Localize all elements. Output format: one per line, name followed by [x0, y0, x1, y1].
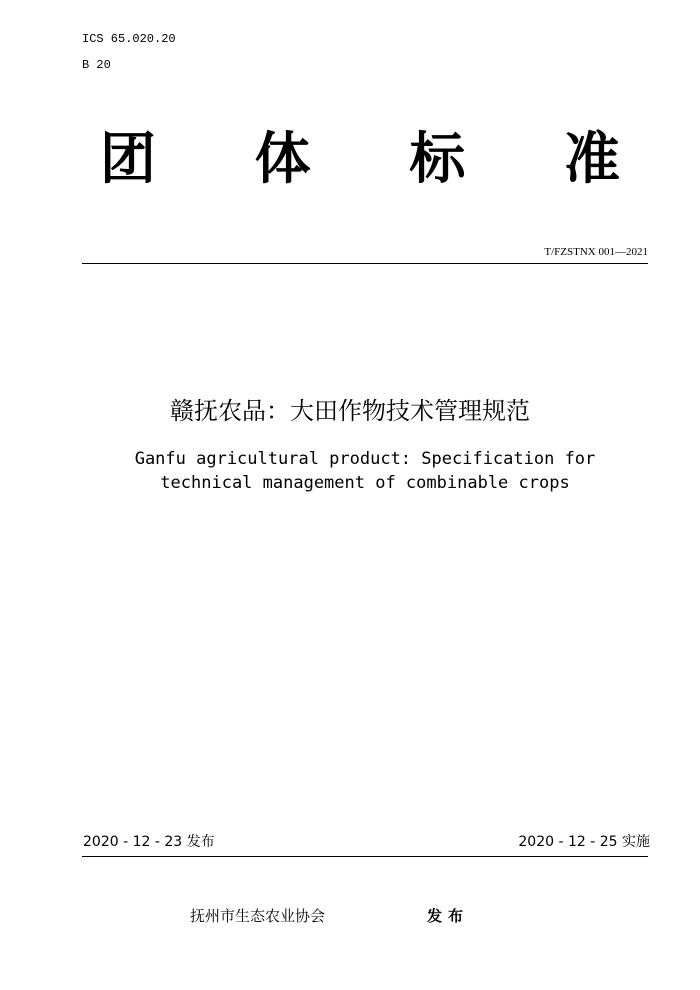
bottom-divider	[82, 856, 648, 857]
title-english: Ganfu agricultural product: Specification for technical management of combinable crops	[134, 449, 596, 493]
standard-type-char: 体	[254, 126, 311, 192]
standard-type-char: 准	[563, 126, 620, 192]
publish-label: 发布	[427, 907, 470, 925]
title-chinese: 赣抚农品：大田作物技术管理规范	[170, 397, 530, 425]
standard-type-char: 标	[409, 126, 466, 192]
top-divider	[82, 263, 648, 264]
ics-code: ICS 65.020.20	[82, 32, 176, 46]
issue-date: 2020 - 12 - 23 发布	[83, 834, 215, 850]
implementation-date: 2020 - 12 - 25 实施	[518, 834, 650, 850]
standard-number: T/FZSTNX 001—2021	[544, 246, 648, 258]
standard-type-char: 团	[100, 126, 156, 192]
publisher-name: 抚州市生态农业协会	[190, 907, 326, 925]
standard-type-heading	[100, 124, 620, 194]
ccs-code: B 20	[82, 58, 111, 72]
